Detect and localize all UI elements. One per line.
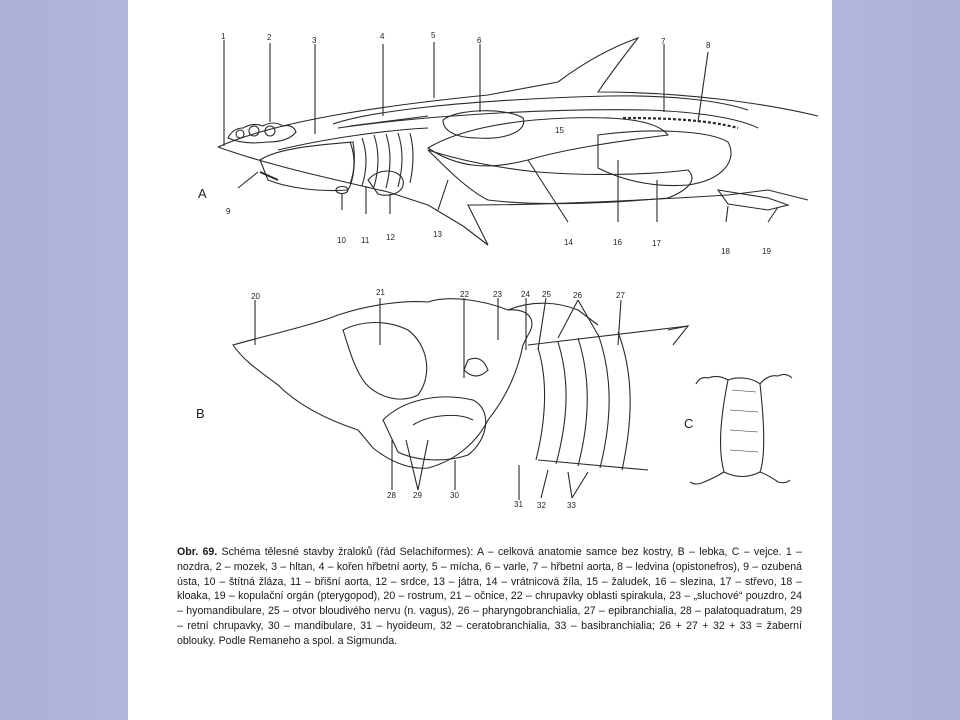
callout-1: 1: [221, 32, 226, 41]
callout-12: 12: [386, 233, 395, 242]
callout-9: 9: [226, 207, 231, 216]
callout-17: 17: [652, 239, 661, 248]
callout-22: 22: [460, 290, 469, 299]
callout-8: 8: [706, 41, 711, 50]
callout-20: 20: [251, 292, 260, 301]
callout-32: 32: [537, 501, 546, 510]
callout-3: 3: [312, 36, 317, 45]
callout-13: 13: [433, 230, 442, 239]
callout-25: 25: [542, 290, 551, 299]
callout-2: 2: [267, 33, 272, 42]
callout-6: 6: [477, 36, 482, 45]
callout-23: 23: [493, 290, 502, 299]
callout-10: 10: [337, 236, 346, 245]
callout-14: 14: [564, 238, 573, 247]
caption-title: Schéma tělesné stavby žraloků (řád Selachiformes): A – celková anatomie samce bez kostry, B – lebka, C – vejce.: [221, 546, 782, 558]
caption-body: 1 – nozdra, 2 – mozek, 3 – hltan, 4 – kořen hřbetní aorty, 5 – mícha, 6 – varle, 7 – hřbetní aorta, 8 – ledvina (opistonefros), 9 – ozubená ústa, 10 – štítná žláza, 11 – břišní aorta, 12 – srdce, 13 – játra, 14 – vrátnicová žíla, 15 – žaludek, 16 – slezina, 17 – střevo, 18 – kloaka, 19 – kopulační orgán (pterygopod), 20 – rostrum, 21 – očnice, 22 – chrupavky oblasti spirakula, 23 – „sluchové“ pouzdro, 24 – hyomandibulare, 25 – otvor bloudivého nervu (n. vagus), 26 – pharyngobranchialia, 27 – epibranchialia, 28 – palatoquadratum, 29 – retní chrupavky, 30 – mandibulare, 31 – hyoideum, 32 – ceratobranchialia, 33 – basibranchialia; 26 + 27 + 32 + 33 = žaberní oblouky. Podle Remaneho a spol. a Sigmunda.: [177, 546, 803, 647]
callout-7: 7: [661, 37, 666, 46]
panel-label-c: C: [684, 416, 694, 431]
panel-a-shark-anatomy: [218, 38, 818, 245]
callout-19: 19: [762, 247, 771, 256]
callout-27: 27: [616, 291, 625, 300]
callout-18: 18: [721, 247, 730, 256]
callout-5: 5: [431, 31, 436, 40]
callout-15: 15: [555, 126, 564, 135]
figure-caption: [177, 545, 802, 649]
caption-label: Obr. 69.: [177, 546, 218, 558]
callout-30: 30: [450, 491, 459, 500]
panel-c-egg-case: [690, 374, 792, 484]
panel-label-b: B: [196, 406, 205, 421]
callout-33: 33: [567, 501, 576, 510]
callout-24: 24: [521, 290, 530, 299]
panel-label-a: A: [198, 186, 207, 201]
callout-26: 26: [573, 291, 582, 300]
callout-11: 11: [361, 236, 370, 245]
scanned-page: [128, 0, 832, 720]
panel-b-skull: [233, 298, 688, 500]
callout-29: 29: [413, 491, 422, 500]
callout-28: 28: [387, 491, 396, 500]
callout-21: 21: [376, 288, 385, 297]
callout-31: 31: [514, 500, 523, 509]
callout-4: 4: [380, 32, 385, 41]
callout-16: 16: [613, 238, 622, 247]
